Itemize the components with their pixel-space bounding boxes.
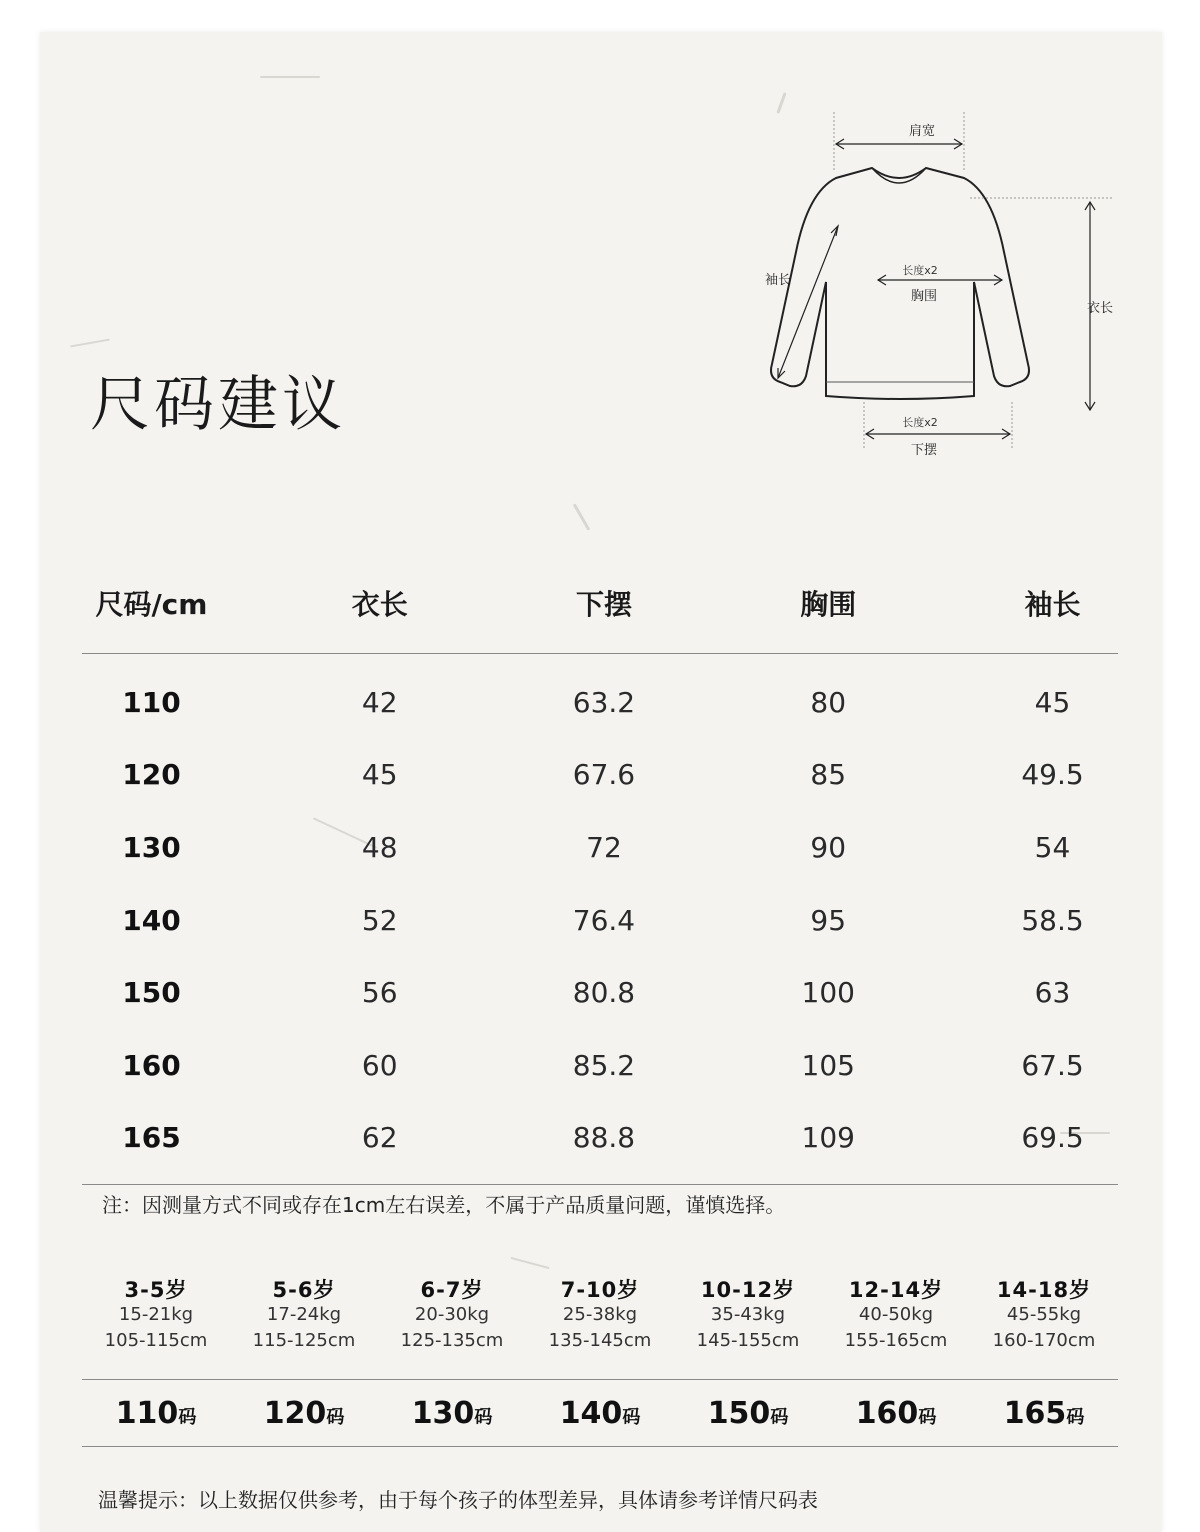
cell-size: 165 [122,1121,181,1155]
weight-range: 17-24kg [266,1304,342,1325]
weight-range: 20-30kg [414,1304,490,1325]
size-tag [230,1396,378,1431]
size-tag [82,1396,230,1431]
cell-chest: 90 [810,830,847,864]
cell-sleeve: 63 [1034,976,1071,1010]
cell-hem: 63.2 [572,685,636,719]
weight-range: 40-50kg [858,1304,934,1325]
size-unit: 码 [770,1406,789,1428]
chest-label: 胸围 [910,289,938,304]
height-range: 155-165cm [844,1330,948,1351]
size-number: 110 [115,1395,179,1431]
cell-chest: 109 [801,1121,855,1155]
size-guide-card [40,32,1162,1532]
size-unit: 码 [474,1406,493,1428]
cell-length: 60 [361,1048,398,1082]
age-column [674,1274,822,1356]
height-range: 160-170cm [992,1330,1096,1351]
cell-size: 150 [122,976,181,1010]
size-number: 140 [559,1395,623,1431]
age-range: 12-14岁 [848,1278,944,1302]
size-number: 160 [855,1395,919,1431]
cell-size: 160 [122,1048,181,1082]
age-range: 7-10岁 [560,1278,640,1302]
cell-length: 42 [361,685,398,719]
age-range: 6-7岁 [420,1278,484,1302]
age-range: 10-12岁 [700,1278,796,1302]
cell-chest: 95 [810,903,847,937]
table-row [82,666,1118,739]
shoulder-label: 肩宽 [908,124,936,139]
header-length: 衣长 [351,587,408,621]
cell-chest: 100 [801,976,855,1010]
paper-fiber [510,1257,549,1269]
paper-fiber [573,503,591,530]
size-unit: 码 [178,1406,197,1428]
hem-label: 下摆 [910,443,938,458]
table-header [82,552,1118,654]
length-label: 衣长 [1086,301,1114,316]
size-tag [526,1396,674,1431]
age-column [822,1274,970,1356]
cell-hem: 88.8 [572,1121,636,1155]
weight-range: 45-55kg [1006,1304,1082,1325]
recommended-size-row [82,1379,1118,1447]
table-row [82,739,1118,812]
cell-hem: 85.2 [572,1048,636,1082]
age-column [82,1274,230,1356]
cell-chest: 80 [810,685,847,719]
cell-size: 140 [122,903,181,937]
size-tag [970,1396,1118,1431]
cell-hem: 80.8 [572,976,636,1010]
cell-sleeve: 49.5 [1021,758,1084,792]
cell-length: 48 [361,830,398,864]
weight-range: 25-38kg [562,1304,638,1325]
age-column [378,1274,526,1356]
header-chest: 胸围 [800,587,857,621]
cell-hem: 72 [586,830,622,864]
size-number: 150 [707,1395,771,1431]
age-column [526,1274,674,1356]
cell-hem: 67.6 [572,758,636,792]
size-number: 120 [263,1395,327,1431]
table-row [82,1102,1118,1175]
table-row [82,884,1118,957]
size-table [82,552,1118,1185]
garment-diagram [720,102,1114,472]
cell-sleeve: 69.5 [1021,1121,1084,1155]
size-unit: 码 [622,1406,641,1428]
height-range: 125-135cm [400,1330,504,1351]
sleeve-label: 袖长 [764,273,792,288]
height-range: 115-125cm [252,1330,356,1351]
age-column [970,1274,1118,1356]
cell-size: 110 [122,685,181,719]
header-hem: 下摆 [575,587,632,621]
cell-sleeve: 45 [1034,685,1071,719]
size-unit: 码 [918,1406,937,1428]
size-unit: 码 [1066,1406,1085,1428]
page-title: 尺码建议 [90,370,346,440]
cell-size: 120 [122,758,181,792]
cell-hem: 76.4 [572,903,636,937]
size-tag [822,1396,970,1431]
garment-sketch [720,102,1114,472]
size-tag [378,1396,526,1431]
cell-chest: 85 [810,758,847,792]
cell-length: 62 [361,1121,398,1155]
weight-range: 35-43kg [710,1304,786,1325]
cell-size: 130 [122,830,181,864]
chest-note-label: 长度x2 [902,264,938,277]
height-range: 145-155cm [696,1330,800,1351]
age-reference [82,1274,1118,1356]
warm-tip: 温馨提示：以上数据仅供参考，由于每个孩子的体型差异，具体请参考详情尺码表 [98,1488,818,1512]
age-range: 14-18岁 [996,1278,1092,1302]
paper-fiber [70,339,110,348]
header-size: 尺码/cm [95,587,208,621]
cell-sleeve: 67.5 [1021,1048,1084,1082]
weight-range: 15-21kg [118,1304,194,1325]
cell-sleeve: 54 [1034,830,1071,864]
table-body [82,654,1118,1185]
header-sleeve: 袖长 [1024,587,1081,621]
measurement-note: 注：因测量方式不同或存在1cm左右误差，不属于产品质量问题，谨慎选择。 [102,1193,786,1217]
table-row [82,811,1118,884]
age-range: 5-6岁 [272,1278,336,1302]
paper-fiber [260,76,320,78]
height-range: 105-115cm [104,1330,208,1351]
size-number: 130 [411,1395,475,1431]
cell-length: 52 [361,903,398,937]
table-row [82,956,1118,1029]
age-range: 3-5岁 [124,1278,188,1302]
cell-chest: 105 [801,1048,855,1082]
age-column [230,1274,378,1356]
size-tag [674,1396,822,1431]
size-unit: 码 [326,1406,345,1428]
cell-length: 56 [361,976,398,1010]
height-range: 135-145cm [548,1330,652,1351]
hem-note-label: 长度x2 [902,416,938,429]
size-number: 165 [1003,1395,1067,1431]
cell-sleeve: 58.5 [1021,903,1084,937]
table-row [82,1029,1118,1102]
cell-length: 45 [361,758,398,792]
